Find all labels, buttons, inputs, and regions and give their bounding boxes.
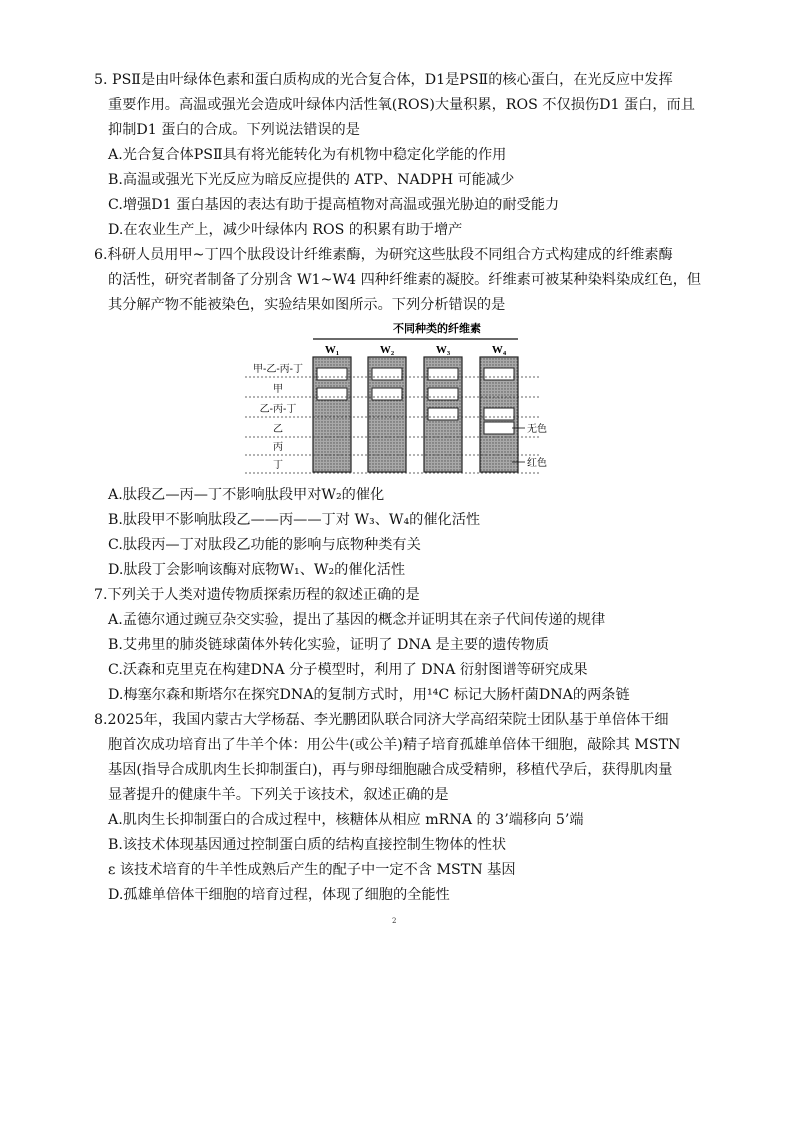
column-label-2: W₃ [435, 344, 451, 356]
q6-option-c: C.肽段丙—丁对肽段乙功能的影响与底物种类有关 [108, 537, 421, 553]
clear-band-3-2 [484, 408, 514, 420]
q7-option-d: D.梅塞尔森和斯塔尔在探究DNA的复制方式时，用¹⁴C 标记大肠杆菌DNA的两条链 [108, 687, 630, 703]
q8-stem-line-2: 胞首次成功培育出了牛羊个体：用公牛(或公羊)精子培育孤雄单倍体干细胞，敲除其 MSTN [108, 737, 681, 753]
q5-option-b: B.高温或强光下光反应为暗反应提供的 ATP、NADPH 可能减少 [108, 172, 515, 188]
q6-option-d: D.肽段丁会影响该酶对底物W₁、W₂的催化活性 [108, 562, 406, 578]
row-label-1: 甲 [273, 384, 283, 395]
clear-band-1-1 [372, 388, 402, 400]
q5-option-d: D.在农业生产上，减少叶绿体内 ROS 的积累有助于增产 [108, 222, 463, 238]
q8-stem-line-1: 8.2025年，我国内蒙古大学杨磊、李光鹏团队联合同济大学高绍荣院士团队基于单倍体干细 [94, 712, 669, 728]
clear-band-2-1 [428, 388, 458, 400]
q7-option-c: C.沃森和克里克在构建DNA 分子模型时，利用了 DNA 衍射图谱等研究成果 [108, 662, 588, 678]
row-label-2: 乙-丙-丁 [259, 404, 297, 415]
gel-figure [240, 322, 565, 480]
clear-band-0-1 [317, 388, 347, 400]
q6-stem-line-1: 6.科研人员用甲~丁四个肽段设计纤维素酶，为研究这些肽段不同组合方式构建成的纤维素酶 [94, 247, 673, 263]
q5-stem-line-2: 重要作用。高温或强光会造成叶绿体内活性氧(ROS)大量积累，ROS 不仅损伤D1 蛋白，而且 [108, 97, 695, 113]
q7-stem-line-1: 7.下列关于人类对遗传物质探索历程的叙述正确的是 [94, 587, 420, 603]
clear-band-2-0 [428, 368, 458, 380]
legend-label-1: 红色 [527, 458, 547, 469]
q5-stem-line-1: 5. PSⅡ是由叶绿体色素和蛋白质构成的光合复合体，D1是PSⅡ的核心蛋白，在光反应中发挥 [94, 72, 673, 88]
q7-option-b: B.艾弗里的肺炎链球菌体外转化实验，证明了 DNA 是主要的遗传物质 [108, 637, 550, 653]
clear-band-1-0 [372, 368, 402, 380]
figure-header: 不同种类的纤维素 [393, 323, 481, 335]
q6-stem-line-3: 其分解产物不能被染色，实验结果如图所示。下列分析错误的是 [108, 297, 506, 313]
column-label-0: W₁ [324, 344, 340, 356]
clear-band-2-2 [428, 408, 458, 420]
q8-stem-line-3: 基因(指导合成肌肉生长抑制蛋白)，再与卵母细胞融合成受精卵，移植代孕后，获得肌肉量 [108, 762, 673, 778]
column-label-1: W₂ [379, 344, 395, 356]
q6-stem-line-2: 的活性，研究者制备了分别含 W1~W4 四种纤维素的凝胶。纤维素可被某种染料染成红色，但 [108, 272, 702, 288]
q8-stem-line-4: 显著提升的健康牛羊。下列关于该技术，叙述正确的是 [108, 787, 449, 803]
q8-option-b: B.该技术体现基因通过控制蛋白质的结构直接控制生物体的性状 [108, 837, 507, 853]
q6-option-a: A.肽段乙—丙—丁不影响肽段甲对W₂的催化 [108, 487, 385, 503]
q8-option-a: A.肌肉生长抑制蛋白的合成过程中，核糖体从相应 mRNA 的 3’端移向 5’端 [108, 812, 584, 828]
clear-band-3-0 [484, 368, 514, 380]
page-number: 2 [392, 917, 397, 925]
row-label-0: 甲-乙-丙-丁 [253, 364, 303, 375]
clear-band-3-extra [484, 422, 514, 434]
clear-band-0-0 [317, 368, 347, 380]
row-label-4: 丙 [273, 442, 283, 453]
row-label-5: 丁 [273, 460, 283, 471]
q5-option-c: C.增强D1 蛋白基因的表达有助于提高植物对高温或强光胁迫的耐受能力 [108, 197, 560, 213]
legend-label-0: 无色 [527, 424, 547, 435]
row-label-3: 乙 [273, 424, 283, 435]
q7-option-a: A.孟德尔通过豌豆杂交实验，提出了基因的概念并证明其在亲子代间传递的规律 [108, 612, 606, 628]
column-label-3: W₄ [491, 344, 507, 356]
q8-option-d: D.孤雄单倍体干细胞的培育过程，体现了细胞的全能性 [108, 887, 450, 903]
q6-option-b: B.肽段甲不影响肽段乙——丙——丁对 W₃、W₄的催化活性 [108, 512, 481, 528]
q5-stem-line-3: 抑制D1 蛋白的合成。下列说法错误的是 [108, 122, 360, 138]
q8-option-c: ε 该技术培育的牛羊性成熟后产生的配子中一定不含 MSTN 基因 [108, 862, 516, 878]
q5-option-a: A.光合复合体PSⅡ具有将光能转化为有机物中稳定化学能的作用 [108, 147, 507, 163]
